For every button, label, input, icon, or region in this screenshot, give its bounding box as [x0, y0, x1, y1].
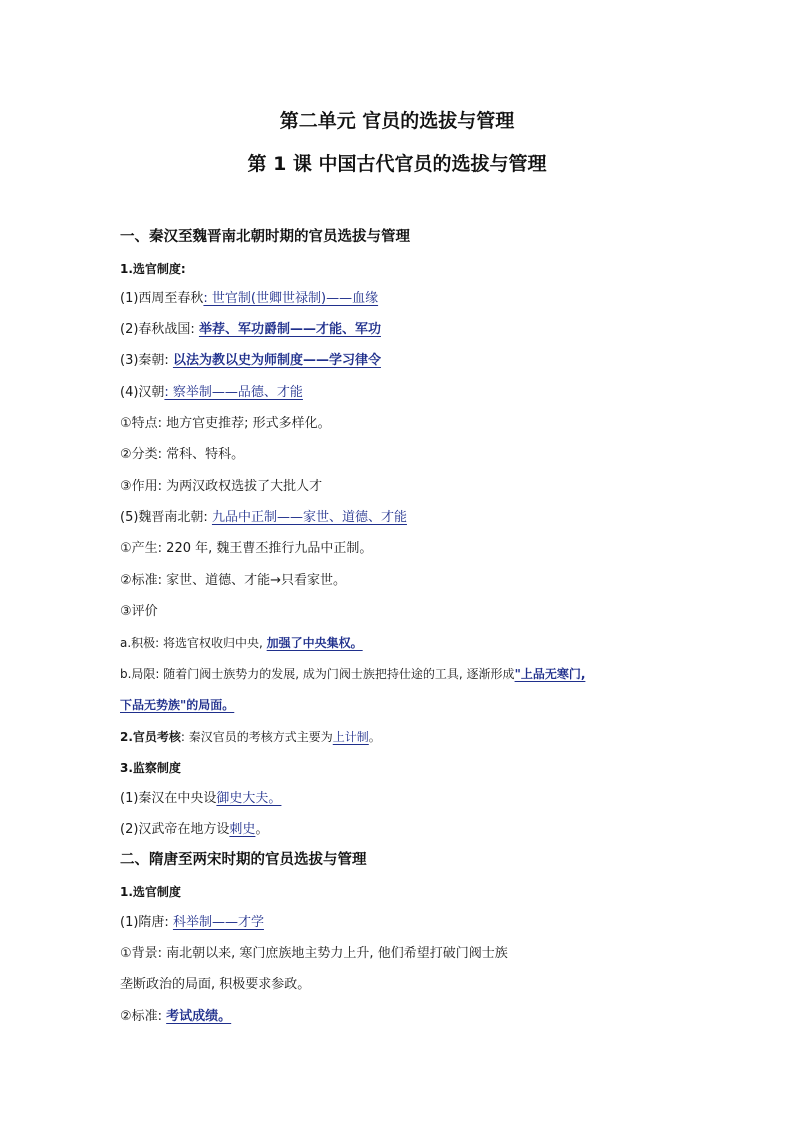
nine-rank-evaluation: ③评价 [120, 604, 158, 619]
subheading-selection-system: 1.选官制度: [120, 262, 186, 276]
item-qin: (3)秦朝: 以法为教以史为师制度——学习律令 [120, 353, 381, 368]
answer-fill: 御史大夫。 [216, 791, 282, 806]
answer-fill: 以法为教以史为师制度——学习律令 [172, 353, 381, 368]
answer-fill: 九品中正制——家世、道德、才能 [211, 510, 407, 525]
item-han-wudi: (2)汉武帝在地方设刺史。 [120, 822, 269, 837]
exam-background-cont: 垄断政治的局面, 积极要求参政。 [120, 977, 311, 992]
answer-fill: 考试成绩。 [166, 1009, 232, 1024]
item-wei-jin: (5)魏晋南北朝: 九品中正制——家世、道德、才能 [120, 510, 407, 525]
item-han: (4)汉朝: 察举制——品德、才能 [120, 385, 303, 400]
exam-background: ①背景: 南北朝以来, 寒门庶族地主势力上升, 他们希望打破门阀士族 [120, 946, 508, 961]
evaluation-limitation-cont [120, 696, 234, 714]
answer-fill: 刺史 [229, 822, 256, 837]
item-qin-han-supervision: (1)秦汉在中央设御史大夫。 [120, 791, 282, 806]
nine-rank-origin: ①产生: 220 年, 魏王曹丕推行九品中正制。 [120, 541, 373, 556]
subheading-official-assessment: 2.官员考核: 秦汉官员的考核方式主要为上计制。 [120, 730, 381, 744]
answer-fill: 下品无势族"的局面。 [120, 698, 235, 712]
answer-fill: 加强了中央集权。 [266, 636, 363, 650]
evaluation-positive: a.积极: 将选官权收归中央, 加强了中央集权。 [120, 636, 363, 650]
item-sui-tang: (1)隋唐: 科举制——才学 [120, 915, 264, 930]
section-heading-1: 一、秦汉至魏晋南北朝时期的官员选拔与管理 [120, 229, 410, 245]
han-feature: ①特点: 地方官吏推荐; 形式多样化。 [120, 416, 331, 431]
answer-fill: "上品无寒门, [514, 667, 586, 681]
lesson-title: 第 1 课 中国古代官员的选拔与管理 [247, 153, 547, 175]
evaluation-limitation: b.局限: 随着门阀士族势力的发展, 成为门阀士族把持仕途的工具, 逐渐形成"上品无寒门, [120, 667, 586, 681]
section-heading-2: 二、隋唐至两宋时期的官员选拔与管理 [120, 852, 367, 868]
subheading-supervision: 3.监察制度 [120, 761, 181, 775]
item-spring-autumn: (2)春秋战国: 举荐、军功爵制——才能、军功 [120, 322, 381, 337]
answer-fill: 科举制——才学 [172, 915, 264, 930]
han-effect: ③作用: 为两汉政权选拔了大批人才 [120, 479, 323, 494]
answer-fill: 举荐、军功爵制——才能、军功 [198, 322, 381, 337]
han-category: ②分类: 常科、特科。 [120, 447, 245, 462]
nine-rank-standard: ②标准: 家世、道德、才能→只看家世。 [120, 573, 347, 588]
answer-fill: : 世官制(世卿世禄制)——血缘 [203, 291, 379, 306]
unit-title: 第二单元 官员的选拔与管理 [279, 110, 515, 132]
item-western-zhou: (1)西周至春秋: 世官制(世卿世禄制)——血缘 [120, 291, 379, 306]
subheading-selection-system-2: 1.选官制度 [120, 885, 181, 899]
answer-fill: : 察举制——品德、才能 [164, 385, 303, 400]
exam-standard: ②标准: 考试成绩。 [120, 1009, 232, 1024]
answer-fill: 上计制 [332, 730, 369, 744]
